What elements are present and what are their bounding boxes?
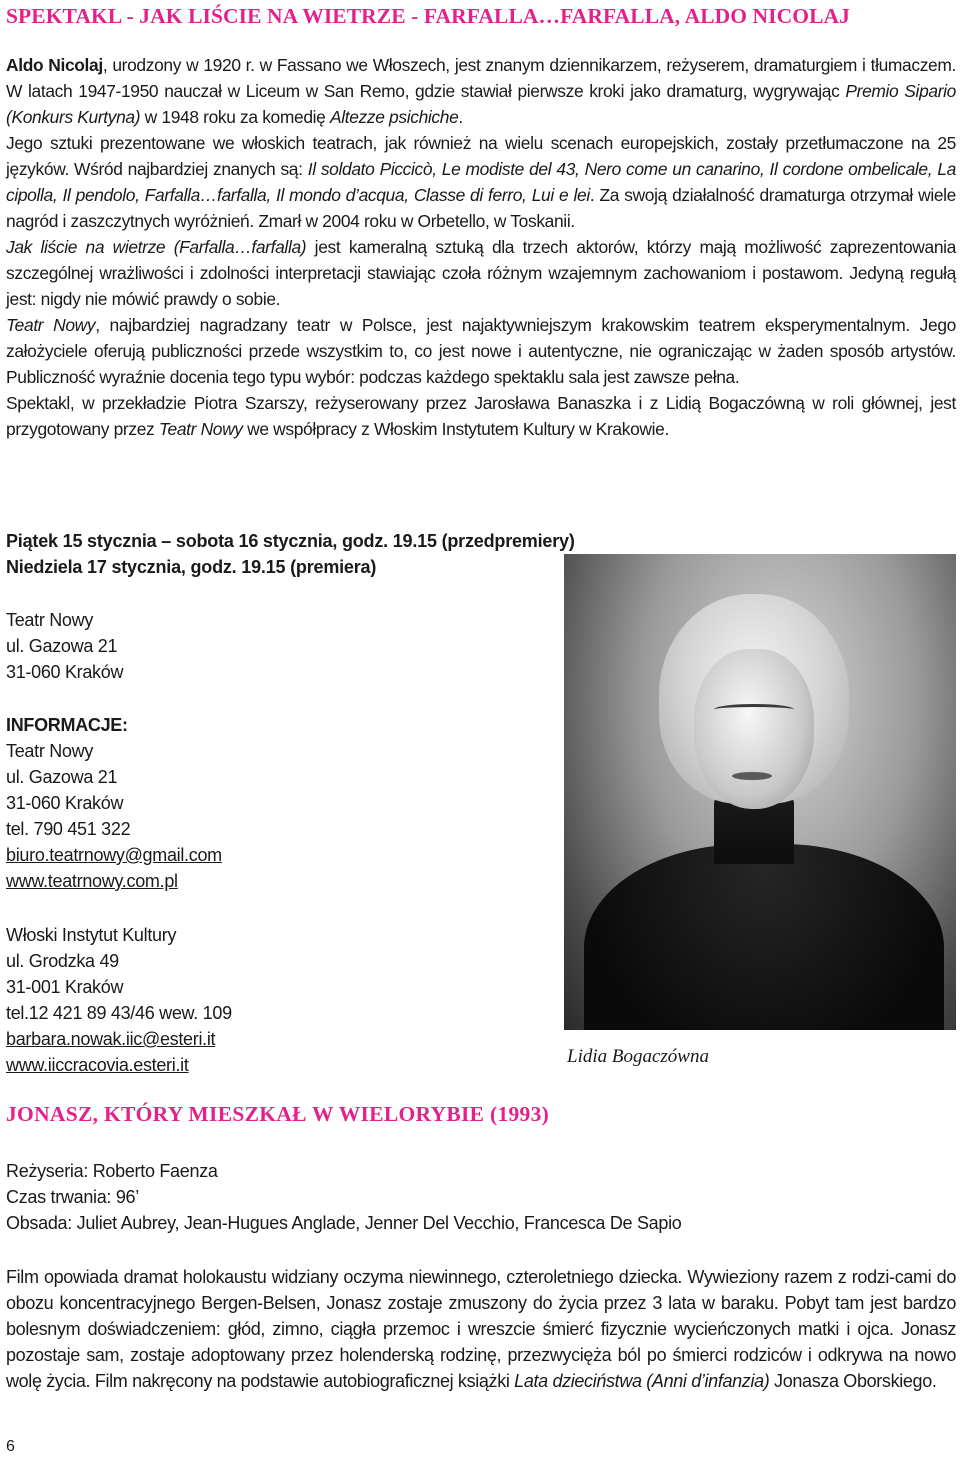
venue-address [6,607,123,685]
film-synopsis [6,1264,956,1394]
institute-city: 31-001 Kraków [6,977,124,997]
book-title: Lata dzieciństwa (Anni d’infanzia) [514,1371,770,1391]
info-block [6,712,222,894]
info-tel: tel. 790 451 322 [6,819,131,839]
film-duration: Czas trwania: 96’ [6,1187,139,1207]
text-span: jest kameralną sztuką dla trzech aktorów, którzy mają możliwość zaprezentowania szczególnej wrażliwości i zdolności interpretacji stawiając czoła różnym wzajemnym zachowaniom i postawom. Jedyną regułą jest: nigdy nie mówić prawdy o sobie. [6,237,956,309]
prize-name: Premio Sipario (Konkurs Kurtyna) [6,81,956,127]
film-title: JONASZ, KTÓRY MIESZKAŁ W WIELORYBIE (1993) [6,1102,550,1126]
venue-name: Teatr Nowy [6,610,94,630]
institute-email-link[interactable]: barbara.nowak.iic@esteri.it [6,1029,216,1049]
text-span: . [458,107,463,127]
film-director: Reżyseria: Roberto Faenza [6,1161,218,1181]
paragraph-play [6,234,956,312]
film-meta [6,1158,682,1236]
institute-tel: tel.12 421 89 43/46 wew. 109 [6,1003,232,1023]
institute-street: ul. Grodzka 49 [6,951,119,971]
comedy-title: Altezze psichiche [329,107,459,127]
photo-torso-shape [584,844,944,1030]
date-preview: Piątek 15 stycznia – sobota 16 stycznia, godz. 19.15 (przedpremiery) [6,531,575,551]
institute-name: Włoski Instytut Kultury [6,925,177,945]
venue-street: ul. Gazowa 21 [6,636,118,656]
paragraph-production [6,390,956,442]
info-email-link[interactable]: biuro.teatrnowy@gmail.com [6,845,222,865]
photo-caption: Lidia Bogaczówna [567,1046,709,1067]
page-number: 6 [6,1438,15,1455]
play-title: Jak liście na wietrze (Farfalla…farfalla) [6,237,307,257]
film-cast: Obsada: Juliet Aubrey, Jean-Hugues Anglade, Jenner Del Vecchio, Francesca De Sapio [6,1213,682,1233]
author-name: Aldo Nicolaj [6,55,103,75]
actress-portrait-photo [564,554,956,1030]
info-name: Teatr Nowy [6,741,94,761]
institute-block [6,922,232,1078]
article-body [6,52,956,442]
paragraph-author-bio [6,52,956,130]
info-web-link[interactable]: www.teatrnowy.com.pl [6,871,178,891]
text-span: Spektakl, w przekładzie Piotra Szarszy, reżyserowany przez Jarosława Banaszka i z Lidią Bogaczówną w roli głównej, jest przygotowany przez [6,393,956,439]
photo-eyes-shape [714,704,794,715]
text-span: Jego sztuki prezentowane we włoskich teatrach, jak również na wielu scenach europejskich, zostały przetłumaczone na 25 języków. Wśród najbardziej znanych są: [6,133,956,179]
photo-face-shape [694,649,814,809]
theatre-name: Teatr Nowy [158,419,243,439]
text-span: Film opowiada dramat holokaustu widziany oczyma niewinnego, czteroletniego dziecka. Wywieziony razem z rodzi-cami do obozu koncentracyjnego Bergen-Belsen, Jonasz zostaje zmuszony do życia przez 3 lata w baraku. Pobyt tam jest bardzo bolesnym doświadczeniem: głód, zimno, ciągła przemoc i wreszcie śmierć fizycznie wycieńczonych matki i ojca. Jonasz pozostaje sam, zostaje adoptowany przez holenderską rodzinę, przezwycięża ból po śmierci rodziców i odkrywa na nowo wolę życia. Film nakręcony na podstawie autobiograficznej książki [6,1267,956,1391]
info-city: 31-060 Kraków [6,793,124,813]
info-label: INFORMACJE: [6,715,128,735]
date-premiere: Niedziela 17 stycznia, godz. 19.15 (premiera) [6,557,377,577]
venue-city: 31-060 Kraków [6,662,124,682]
text-span: , najbardziej nagradzany teatr w Polsce, jest najaktywniejszym krakowskim teatrem eksperymentalnym. Jego założyciele oferują publiczności przede wszystkim to, co jest nowe i autentyczne, nie ograniczając w żaden sposób artystów. Publiczność wyraźnie docenia tego typu wybór: podczas każdego spektaklu sala jest zawsze pełna. [6,315,956,387]
text-span: . Za swoją działalność dramaturga otrzymał wiele nagród i zaszczytnych wyróżnień. Zmarł w 2004 roku w Orbetello, w Toskanii. [6,185,956,231]
page-title: SPEKTAKL - JAK LIŚCIE NA WIETRZE - FARFALLA…FARFALLA, ALDO NICOLAJ [6,4,851,28]
performance-dates [6,528,575,580]
theatre-name: Teatr Nowy [6,315,96,335]
text-span: w 1948 roku za komedię [140,107,330,127]
text-span: Jonasza Oborskiego. [769,1371,937,1391]
paragraph-theatre [6,312,956,390]
info-street: ul. Gazowa 21 [6,767,118,787]
photo-lips-shape [732,772,772,780]
text-span: , urodzony w 1920 r. w Fassano we Włoszech, jest znanym dziennikarzem, reżyserem, dramaturgiem i tłumaczem. W latach 1947-1950 nauczał w Liceum w San Remo, gdzie stawiał pierwsze kroki jako dramaturg, wygrywając [6,55,956,101]
institute-web-link[interactable]: www.iiccracovia.esteri.it [6,1055,189,1075]
text-span: we współpracy z Włoskim Instytutem Kultury w Krakowie. [242,419,669,439]
works-list: Il soldato Piccicò, Le modiste del 43, Nero come un canarino, Il cordone ombelicale, La cipolla, Il pendolo, Farfalla…farfalla, Il mondo d’acqua, Classe di ferro, Lui e lei [6,159,956,205]
paragraph-works [6,130,956,234]
